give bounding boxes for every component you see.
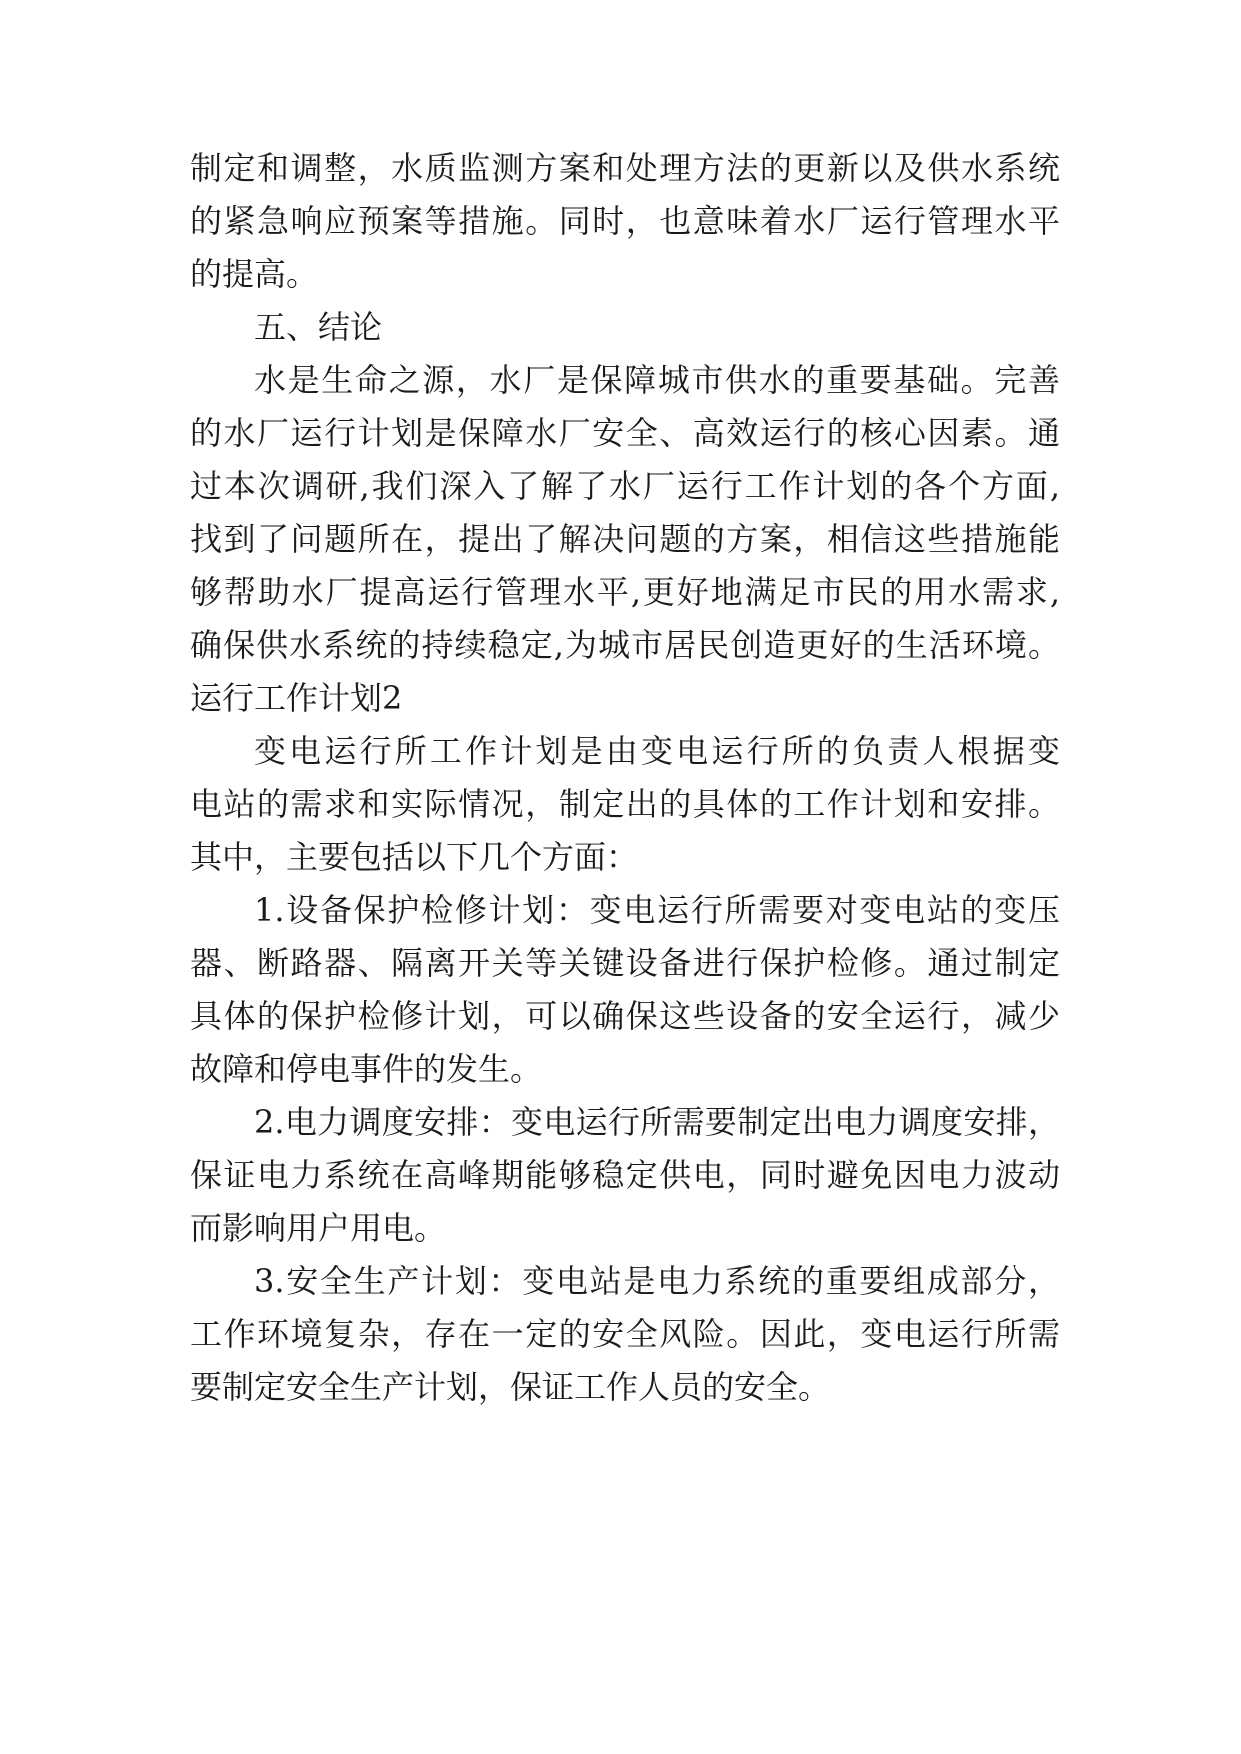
list-item-line: 1.设备保护检修计划：变电运行所需要对变电站的变压: [254, 891, 1060, 929]
text-line: 够帮助水厂提高运行管理水平,更好地满足市民的用水需求,: [190, 573, 1060, 611]
text-line: 变电运行所工作计划是由变电运行所的负责人根据变: [254, 732, 1060, 770]
text-line: 找到了问题所在，提出了解决问题的方案，相信这些措施能: [190, 520, 1060, 558]
section-title: 运行工作计划2: [190, 679, 403, 717]
text-line: 要制定安全生产计划，保证工作人员的安全。: [190, 1368, 831, 1406]
text-line: 的提高。: [190, 255, 319, 293]
text-line: 具体的保护检修计划，可以确保这些设备的安全运行，减少: [190, 997, 1060, 1035]
text-line: 的水厂运行计划是保障水厂安全、高效运行的核心因素。通: [190, 414, 1060, 452]
text-line: 制定和调整，水质监测方案和处理方法的更新以及供水系统: [190, 149, 1060, 187]
text-line: 电站的需求和实际情况，制定出的具体的工作计划和安排。: [190, 785, 1060, 823]
text-line: 故障和停电事件的发生。: [190, 1050, 543, 1088]
list-item-line: 2.电力调度安排：变电运行所需要制定出电力调度安排，: [254, 1103, 1060, 1141]
text-line: 器、断路器、隔离开关等关键设备进行保护检修。通过制定: [190, 944, 1060, 982]
text-line: 的紧急响应预案等措施。同时，也意味着水厂运行管理水平: [190, 202, 1060, 240]
text-line: 保证电力系统在高峰期能够稳定供电，同时避免因电力波动: [190, 1156, 1060, 1194]
text-line: 确保供水系统的持续稳定,为城市居民创造更好的生活环境。: [190, 626, 1060, 664]
text-line: 而影响用户用电。: [190, 1209, 447, 1247]
text-line: 过本次调研,我们深入了解了水厂运行工作计划的各个方面,: [190, 467, 1060, 505]
list-item-line: 3.安全生产计划：变电站是电力系统的重要组成部分，: [254, 1262, 1060, 1300]
section-heading: 五、结论: [254, 308, 383, 346]
text-line: 水是生命之源，水厂是保障城市供水的重要基础。完善: [254, 361, 1060, 399]
text-line: 工作环境复杂，存在一定的安全风险。因此，变电运行所需: [190, 1315, 1060, 1353]
text-line: 其中，主要包括以下几个方面：: [190, 838, 639, 876]
